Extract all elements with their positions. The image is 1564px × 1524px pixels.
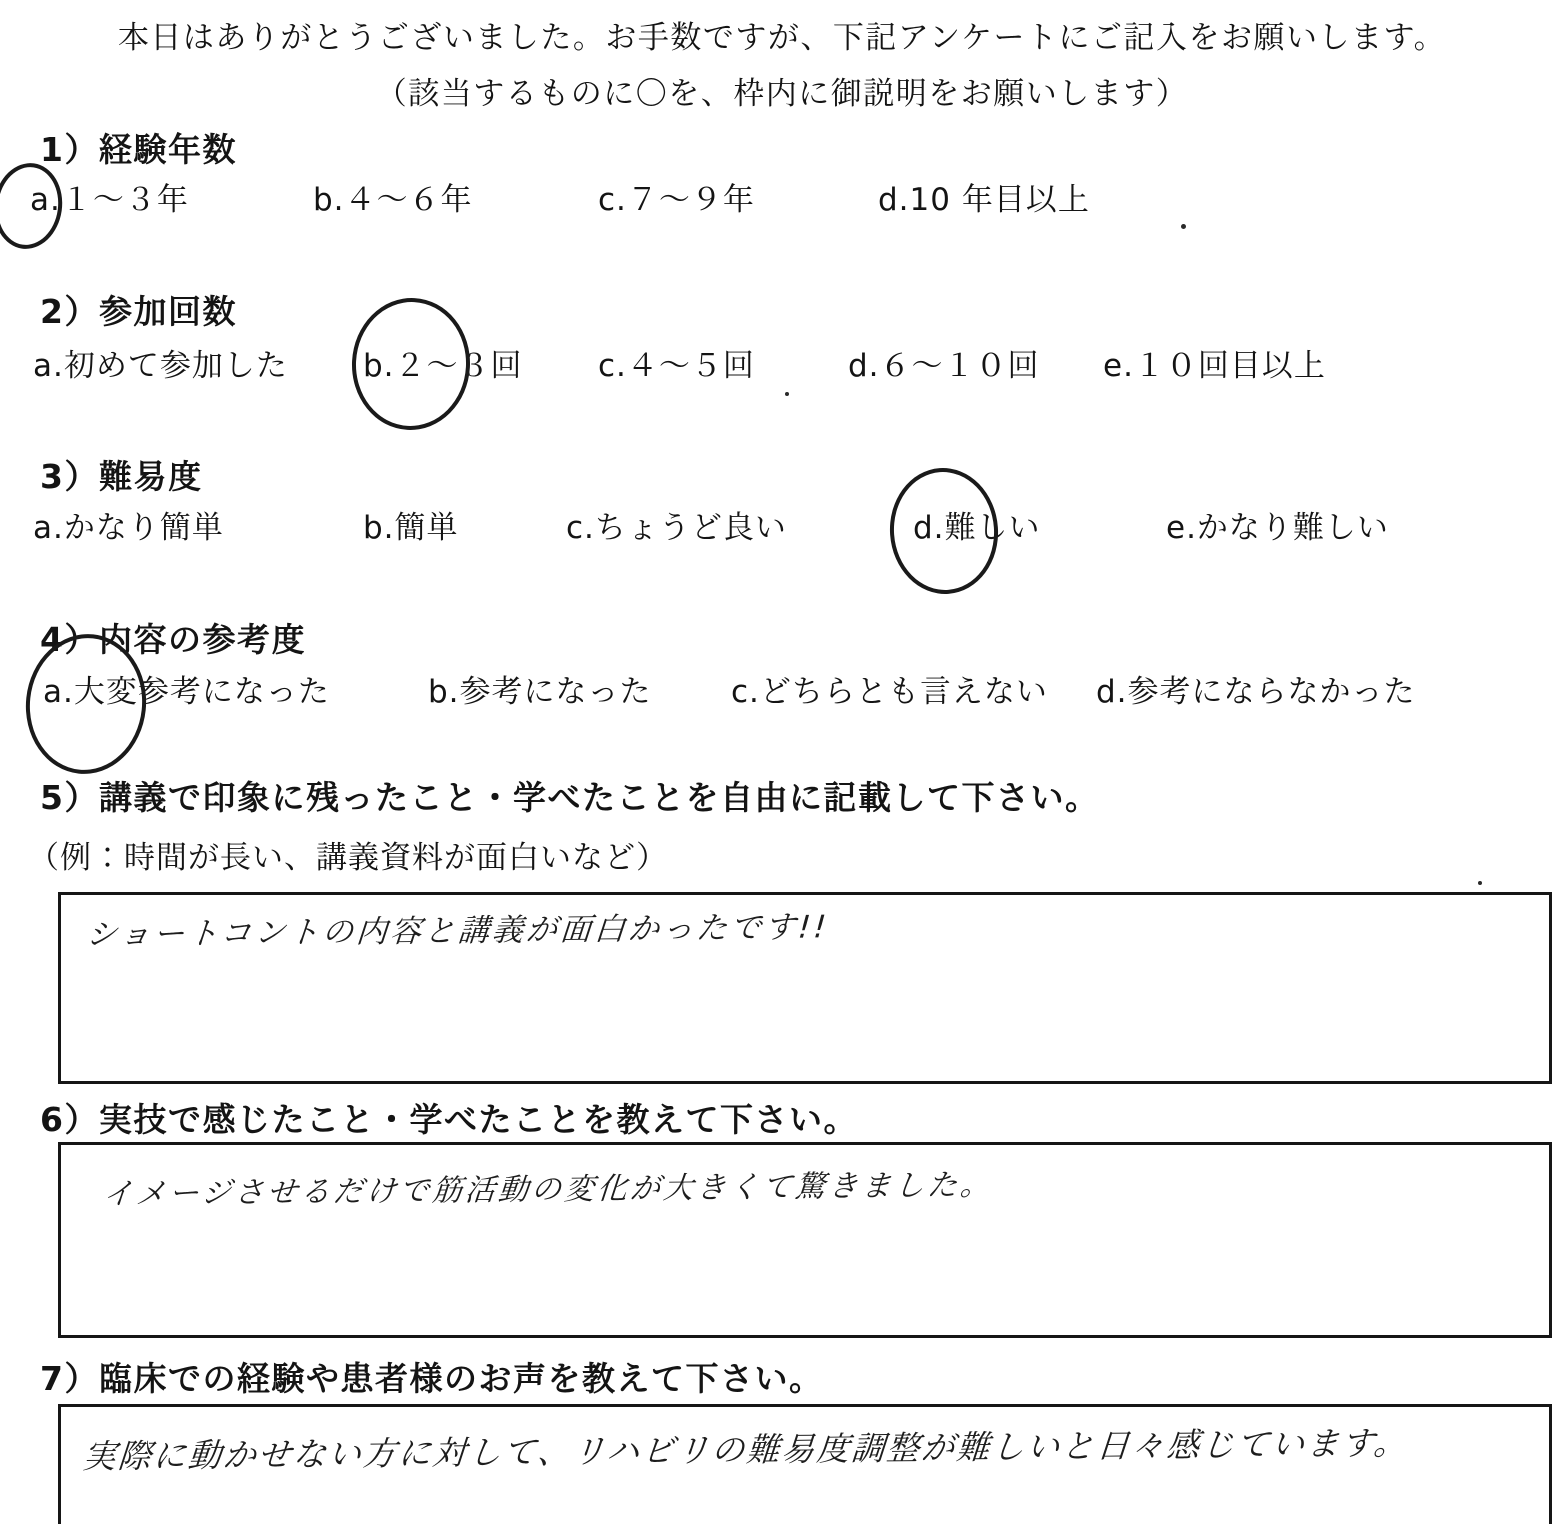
- q3-option-b: b.簡単: [363, 510, 459, 546]
- handwritten-answer-7: 実際に動かせない方に対して、リハビリの難易度調整が難しいと日々感じています。: [81, 1423, 1411, 1477]
- scan-speck: [1181, 224, 1186, 229]
- handwritten-answer-6: イメージさせるだけで筋活動の変化が大きくて驚きました。: [101, 1167, 995, 1213]
- answer-box-7: [58, 1404, 1552, 1524]
- question-5-hint: （例：時間が長い、講義資料が面白いなど）: [28, 840, 668, 876]
- question-4-title: 4）内容の参考度: [40, 620, 306, 659]
- q1-option-c: c.７～９年: [598, 182, 755, 218]
- q4-option-d: d.参考にならなかった: [1096, 674, 1416, 710]
- q4-option-b: b.参考になった: [428, 674, 652, 710]
- q4-option-c: c.どちらとも言えない: [731, 674, 1048, 710]
- q3-option-a: a.かなり簡単: [33, 510, 224, 546]
- handwritten-circle-q1-a: [0, 159, 68, 254]
- question-1-title: 1）経験年数: [40, 130, 237, 169]
- scan-speck: [1478, 881, 1482, 885]
- handwritten-answer-5: ショートコントの内容と講義が面白かったです!!: [84, 909, 831, 954]
- header-line-1: 本日はありがとうございました。お手数ですが、下記アンケートにご記入をお願いします。: [117, 20, 1447, 56]
- header-line-2: （該当するものに〇を、枠内に御説明をお願いします）: [375, 76, 1189, 112]
- handwritten-circle-q3-d: [886, 464, 1003, 597]
- question-5-title: 5）講義で印象に残ったこと・学べたことを自由に記載して下さい。: [40, 778, 1100, 817]
- q1-option-a: a.１～３年: [30, 182, 189, 218]
- q1-option-b: b.４～６年: [313, 182, 473, 218]
- handwritten-circle-q2-b: [349, 295, 474, 433]
- question-3-title: 3）難易度: [40, 457, 203, 496]
- q1-option-d: d.10 年目以上: [878, 182, 1090, 218]
- question-2-title: 2）参加回数: [40, 292, 237, 331]
- q2-option-d: d.６～１０回: [848, 348, 1040, 384]
- answer-box-6: [58, 1142, 1552, 1338]
- q4-option-a: a.大変参考になった: [43, 674, 330, 710]
- q2-option-b: b.２～３回: [363, 348, 523, 384]
- answer-box-5: [58, 892, 1552, 1084]
- question-7-title: 7）臨床での経験や患者様のお声を教えて下さい。: [40, 1359, 824, 1398]
- q3-option-d: d.難しい: [913, 510, 1041, 546]
- q2-option-a: a.初めて参加した: [33, 348, 288, 384]
- q3-option-e: e.かなり難しい: [1166, 510, 1389, 546]
- question-6-title: 6）実技で感じたこと・学べたことを教えて下さい。: [40, 1100, 858, 1139]
- scan-speck: [785, 392, 789, 396]
- q3-option-c: c.ちょうど良い: [566, 510, 787, 546]
- q2-option-e: e.１０回目以上: [1103, 348, 1326, 384]
- q2-option-c: c.４～５回: [598, 348, 755, 384]
